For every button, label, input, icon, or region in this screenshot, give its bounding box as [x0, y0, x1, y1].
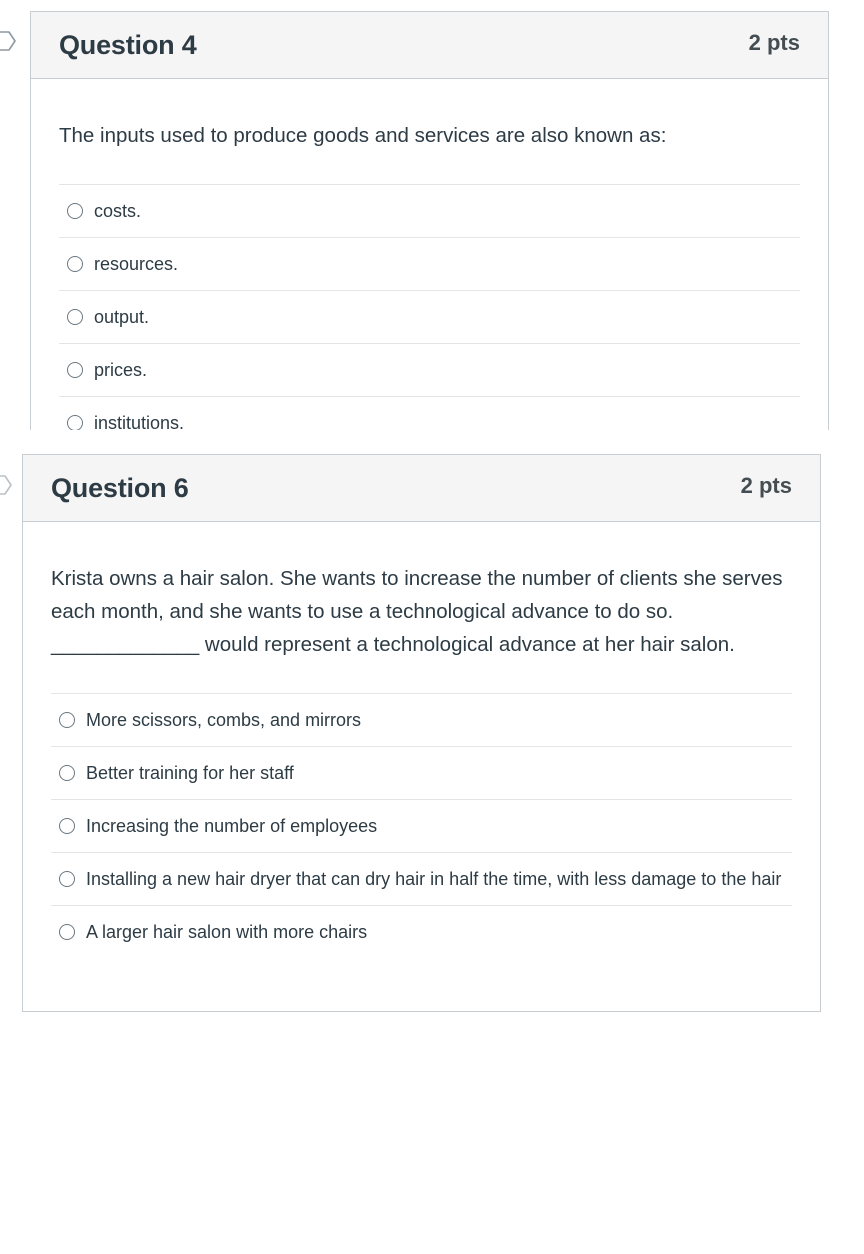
radio-button-icon[interactable]	[67, 362, 83, 378]
answer-label: More scissors, combs, and mirrors	[86, 710, 362, 730]
question-header	[31, 12, 828, 79]
answer-option-output[interactable]	[59, 291, 800, 344]
flag-question-4-icon[interactable]	[0, 30, 16, 52]
answer-option-resources[interactable]	[59, 238, 800, 291]
question-header	[23, 455, 820, 522]
answer-label: Better training for her staff	[86, 763, 294, 783]
answer-option-better-training[interactable]	[51, 747, 792, 800]
radio-button-icon[interactable]	[59, 871, 75, 887]
question-body	[31, 79, 828, 430]
answer-label: institutions.	[94, 413, 185, 430]
answer-label: prices.	[94, 360, 148, 380]
radio-button-icon[interactable]	[67, 256, 83, 272]
radio-button-icon[interactable]	[59, 765, 75, 781]
answer-option-larger-salon[interactable]	[51, 906, 792, 958]
answer-option-new-hair-dryer[interactable]	[51, 853, 792, 906]
question-4-card	[30, 11, 829, 430]
radio-button-icon[interactable]	[67, 309, 83, 325]
radio-button-icon[interactable]	[67, 203, 83, 219]
answer-label: resources.	[94, 254, 179, 274]
question-text: Krista owns a hair salon. She wants to increase the number of clients she serves each month, and she wants to use a technological advance to do so. _____________ would represent a technological advance at her hair salon.	[51, 567, 783, 656]
answer-label: Installing a new hair dryer that can dry hair in half the time, with less damage to the hair	[86, 869, 782, 889]
question-6-card	[22, 454, 821, 1012]
radio-button-icon[interactable]	[59, 712, 75, 728]
answer-list	[59, 184, 800, 430]
flag-question-6-icon[interactable]	[0, 474, 16, 496]
question-points: 2 pts	[740, 473, 792, 498]
question-title: Question 4	[59, 29, 197, 60]
answer-option-more-scissors[interactable]	[51, 694, 792, 747]
answer-option-institutions[interactable]	[59, 397, 800, 430]
radio-button-icon[interactable]	[67, 415, 83, 430]
answer-label: A larger hair salon with more chairs	[86, 922, 368, 942]
question-title: Question 6	[51, 472, 189, 503]
answer-option-costs[interactable]	[59, 185, 800, 238]
question-body	[23, 522, 820, 958]
answer-label: costs.	[94, 201, 142, 221]
radio-button-icon[interactable]	[59, 924, 75, 940]
answer-list	[51, 693, 792, 958]
answer-option-prices[interactable]	[59, 344, 800, 397]
answer-option-more-employees[interactable]	[51, 800, 792, 853]
question-points: 2 pts	[748, 30, 800, 55]
question-text: The inputs used to produce goods and services are also known as:	[59, 124, 667, 147]
radio-button-icon[interactable]	[59, 818, 75, 834]
answer-label: Increasing the number of employees	[86, 816, 378, 836]
answer-label: output.	[94, 307, 150, 327]
